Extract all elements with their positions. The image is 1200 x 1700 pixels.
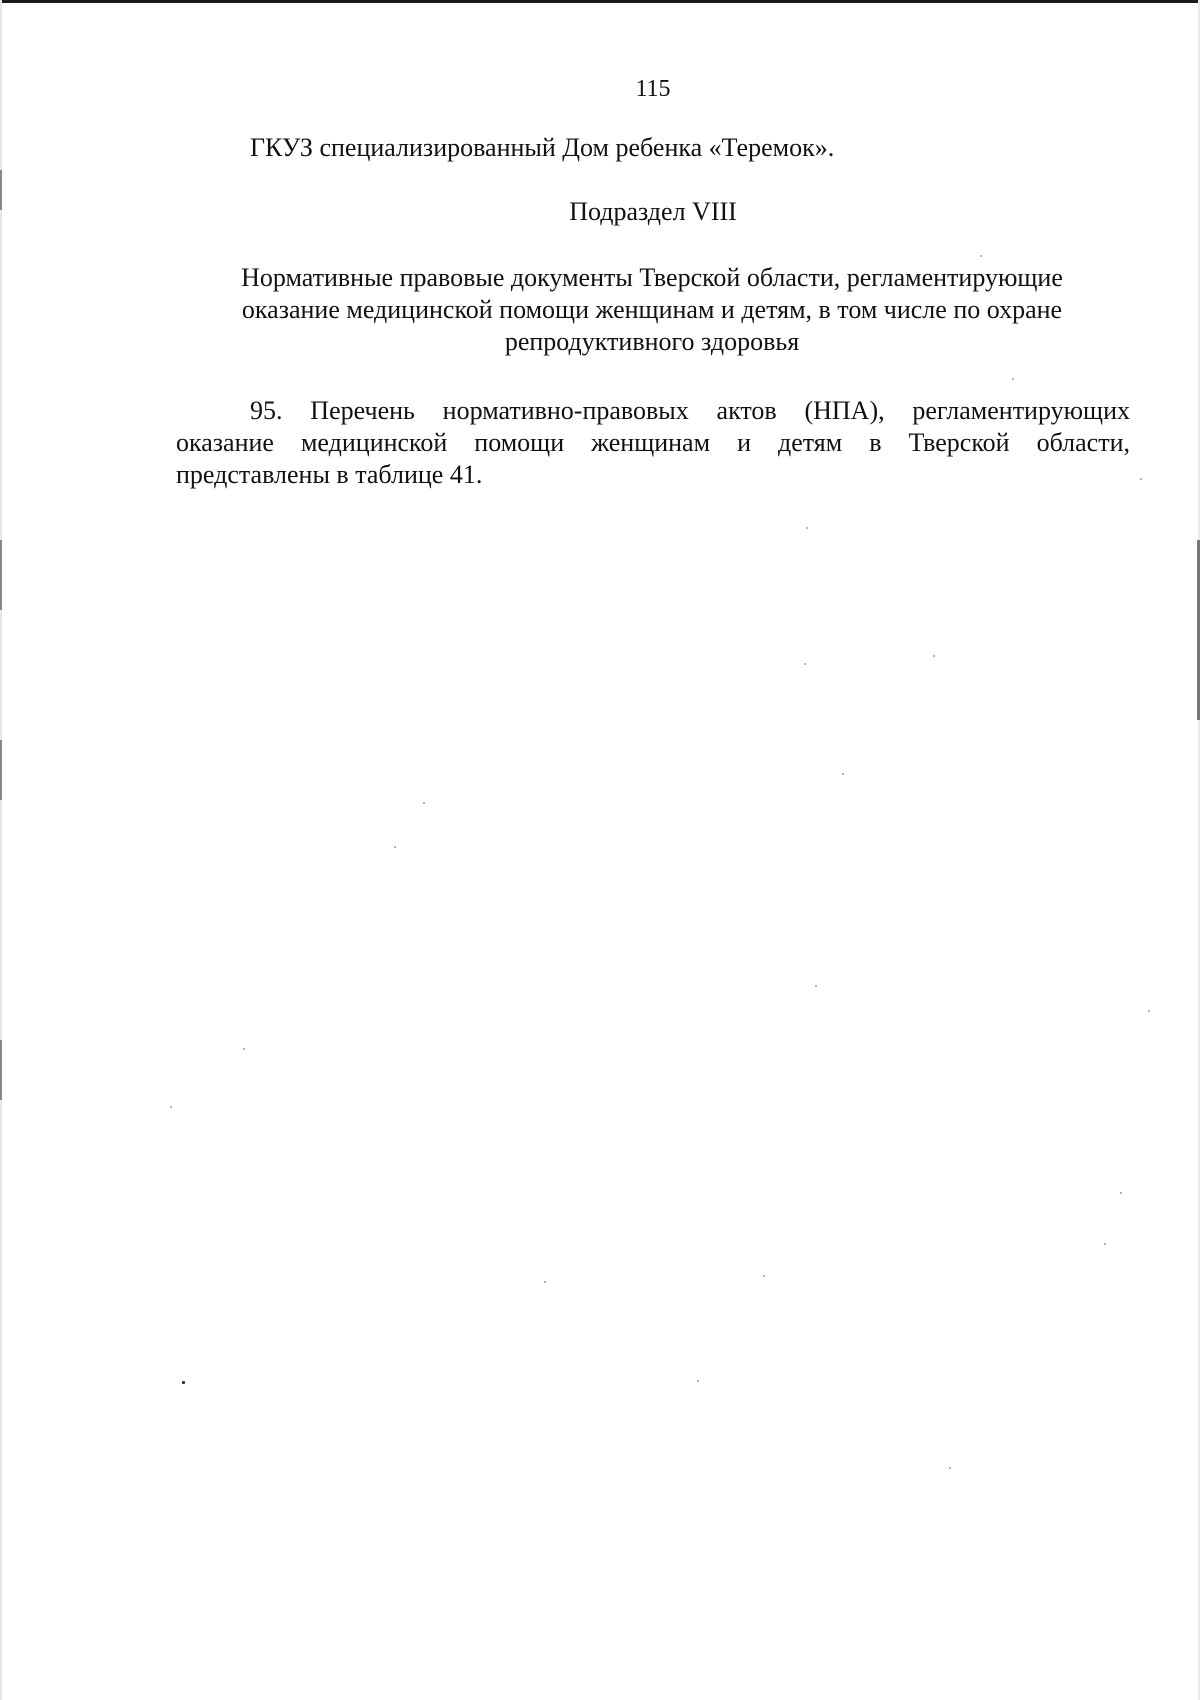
- scan-left-mark: [0, 740, 2, 800]
- scan-speck: [1012, 378, 1014, 380]
- scan-speck: [933, 655, 935, 657]
- scan-speck: [763, 1275, 765, 1277]
- page-number: 115: [635, 76, 671, 102]
- heading-line: Нормативные правовые документы Тверской области, регламентирующие: [241, 263, 1063, 292]
- scan-speck: [182, 1381, 185, 1384]
- scan-speck: [423, 802, 425, 804]
- scan-top-border: [0, 0, 1200, 3]
- scan-left-edge: [0, 0, 2, 1700]
- scan-left-mark: [0, 1040, 2, 1100]
- scan-left-mark: [0, 540, 2, 610]
- paragraph-line: представлены в таблице 41.: [176, 460, 483, 489]
- scan-speck: [544, 1281, 546, 1283]
- paragraph-line: оказание медицинской помощи женщинам и детям в Тверской области,: [176, 428, 1130, 457]
- scan-speck: [804, 663, 806, 665]
- scan-speck: [842, 773, 844, 775]
- scan-speck: [949, 1467, 951, 1469]
- subsection-title: Подраздел VIII: [569, 197, 737, 226]
- scan-speck: [806, 527, 808, 529]
- heading-line: оказание медицинской помощи женщинам и детям, в том числе по охране: [241, 295, 1063, 324]
- scan-speck: [1120, 1192, 1122, 1194]
- scan-speck: [1140, 478, 1142, 480]
- section-heading: [195, 262, 1109, 358]
- scan-speck: [170, 1106, 172, 1108]
- institution-line: ГКУЗ специализированный Дом ребенка «Теремок».: [250, 133, 835, 162]
- scan-speck: [1148, 1010, 1150, 1012]
- paragraph-line: 95. Перечень нормативно-правовых актов (НПА), регламентирующих: [250, 396, 1130, 425]
- scan-speck: [697, 1380, 699, 1382]
- scan-speck: [243, 1048, 245, 1050]
- scan-speck: [1104, 1243, 1106, 1245]
- scan-speck: [980, 255, 982, 257]
- scan-speck: [394, 846, 396, 848]
- heading-line: репродуктивного здоровья: [504, 327, 800, 356]
- body-paragraph: [176, 395, 1130, 491]
- scan-speck: [815, 985, 817, 987]
